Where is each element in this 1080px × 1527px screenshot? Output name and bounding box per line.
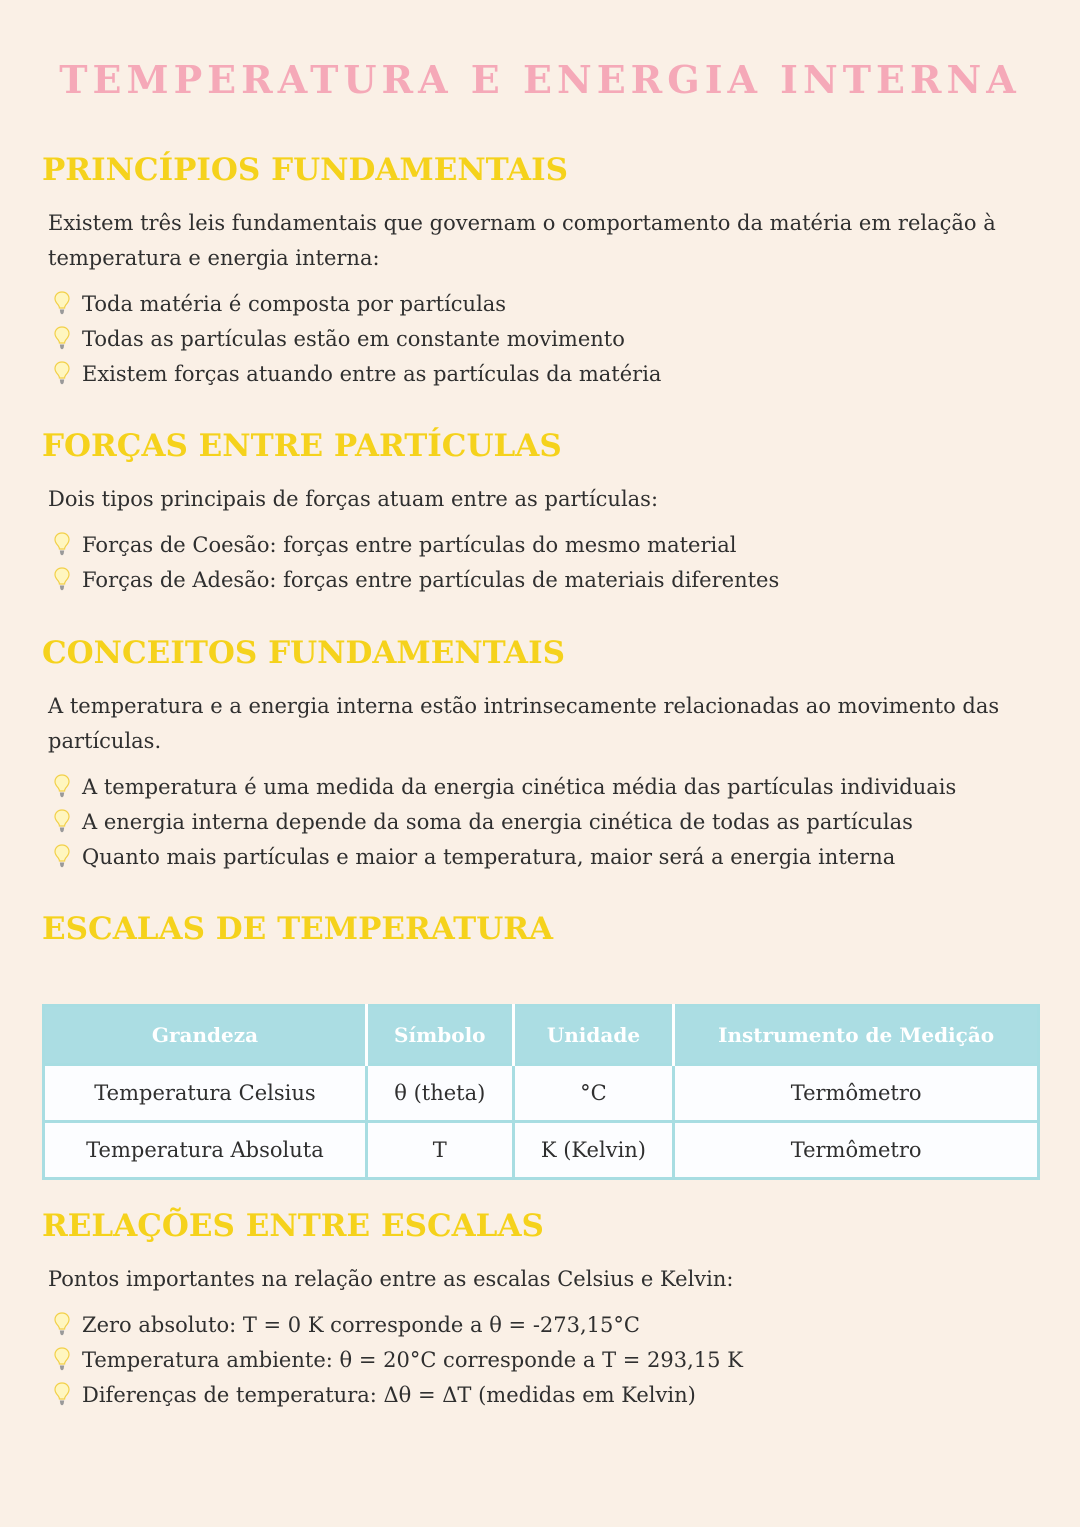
table-row bbox=[44, 1122, 1039, 1179]
list-item bbox=[42, 804, 1042, 839]
list-item-text: A energia interna depende da soma da energia cinética de todas as partículas bbox=[82, 809, 913, 834]
column-header: Unidade bbox=[513, 1006, 674, 1065]
table-cell: Termômetro bbox=[674, 1065, 1039, 1122]
table-cell: Temperatura Celsius bbox=[44, 1065, 367, 1122]
list-item-text: Diferenças de temperatura: Δθ = ΔT (medidas em Kelvin) bbox=[82, 1382, 696, 1407]
lightbulb-icon bbox=[42, 1382, 82, 1408]
lightbulb-icon bbox=[42, 291, 82, 317]
lightbulb-icon bbox=[42, 361, 82, 387]
section-intro: Existem três leis fundamentais que governam o comportamento da matéria em relação à temperatura e energia interna: bbox=[48, 211, 996, 270]
page-title: TEMPERATURA E ENERGIA INTERNA bbox=[59, 57, 1021, 102]
list-item bbox=[42, 769, 1042, 804]
lightbulb-icon bbox=[42, 844, 82, 870]
list-item-text: Toda matéria é composta por partículas bbox=[82, 291, 507, 316]
list-item-text: Existem forças atuando entre as partículas da matéria bbox=[82, 361, 662, 386]
section-heading: ESCALAS DE TEMPERATURA bbox=[42, 911, 554, 947]
table-cell: θ (theta) bbox=[366, 1065, 513, 1122]
bullet-list bbox=[42, 286, 1042, 391]
table-cell: T bbox=[366, 1122, 513, 1179]
lightbulb-icon bbox=[42, 532, 82, 558]
table-header-row bbox=[44, 1006, 1039, 1065]
list-item-text: Todas as partículas estão em constante movimento bbox=[82, 326, 625, 351]
section-intro: Pontos importantes na relação entre as escalas Celsius e Kelvin: bbox=[48, 1267, 734, 1291]
bullet-list bbox=[42, 769, 1042, 874]
section-conceitos bbox=[42, 633, 1042, 874]
list-item bbox=[42, 1342, 1042, 1377]
list-item bbox=[42, 839, 1042, 874]
section-forcas bbox=[42, 426, 1042, 597]
lightbulb-icon bbox=[42, 774, 82, 800]
temperature-scales-table bbox=[42, 1004, 1040, 1180]
section-principios bbox=[42, 150, 1042, 391]
list-item bbox=[42, 286, 1042, 321]
section-heading: PRINCÍPIOS FUNDAMENTAIS bbox=[42, 152, 568, 188]
lightbulb-icon bbox=[42, 326, 82, 352]
list-item-text: Temperatura ambiente: θ = 20°C corresponde a T = 293,15 K bbox=[82, 1347, 743, 1372]
table-cell: K (Kelvin) bbox=[513, 1122, 674, 1179]
lightbulb-icon bbox=[42, 567, 82, 593]
section-relacoes bbox=[42, 1206, 1042, 1412]
section-escalas bbox=[42, 909, 1042, 1180]
table-cell: °C bbox=[513, 1065, 674, 1122]
list-item bbox=[42, 356, 1042, 391]
list-item-text: A temperatura é uma medida da energia cinética média das partículas individuais bbox=[82, 774, 957, 799]
list-item-text: Forças de Adesão: forças entre partículas de materiais diferentes bbox=[82, 567, 780, 592]
lightbulb-icon bbox=[42, 1347, 82, 1373]
table-cell: Temperatura Absoluta bbox=[44, 1122, 367, 1179]
list-item bbox=[42, 321, 1042, 356]
table-row bbox=[44, 1065, 1039, 1122]
column-header: Símbolo bbox=[366, 1006, 513, 1065]
section-heading: FORÇAS ENTRE PARTÍCULAS bbox=[42, 428, 562, 464]
column-header: Instrumento de Medição bbox=[674, 1006, 1039, 1065]
list-item-text: Quanto mais partículas e maior a temperatura, maior será a energia interna bbox=[82, 844, 896, 869]
lightbulb-icon bbox=[42, 1312, 82, 1338]
list-item bbox=[42, 1307, 1042, 1342]
list-item bbox=[42, 562, 1042, 597]
list-item-text: Zero absoluto: T = 0 K corresponde a θ = -273,15°C bbox=[82, 1312, 640, 1337]
list-item bbox=[42, 1377, 1042, 1412]
section-heading: CONCEITOS FUNDAMENTAIS bbox=[42, 635, 565, 671]
lightbulb-icon bbox=[42, 809, 82, 835]
bullet-list bbox=[42, 527, 1042, 597]
section-heading: RELAÇÕES ENTRE ESCALAS bbox=[42, 1208, 544, 1244]
list-item bbox=[42, 527, 1042, 562]
table-cell: Termômetro bbox=[674, 1122, 1039, 1179]
column-header: Grandeza bbox=[44, 1006, 367, 1065]
bullet-list bbox=[42, 1307, 1042, 1412]
section-intro: Dois tipos principais de forças atuam entre as partículas: bbox=[48, 487, 659, 511]
section-intro: A temperatura e a energia interna estão intrinsecamente relacionadas ao movimento das partículas. bbox=[48, 694, 1000, 753]
list-item-text: Forças de Coesão: forças entre partículas do mesmo material bbox=[82, 532, 737, 557]
